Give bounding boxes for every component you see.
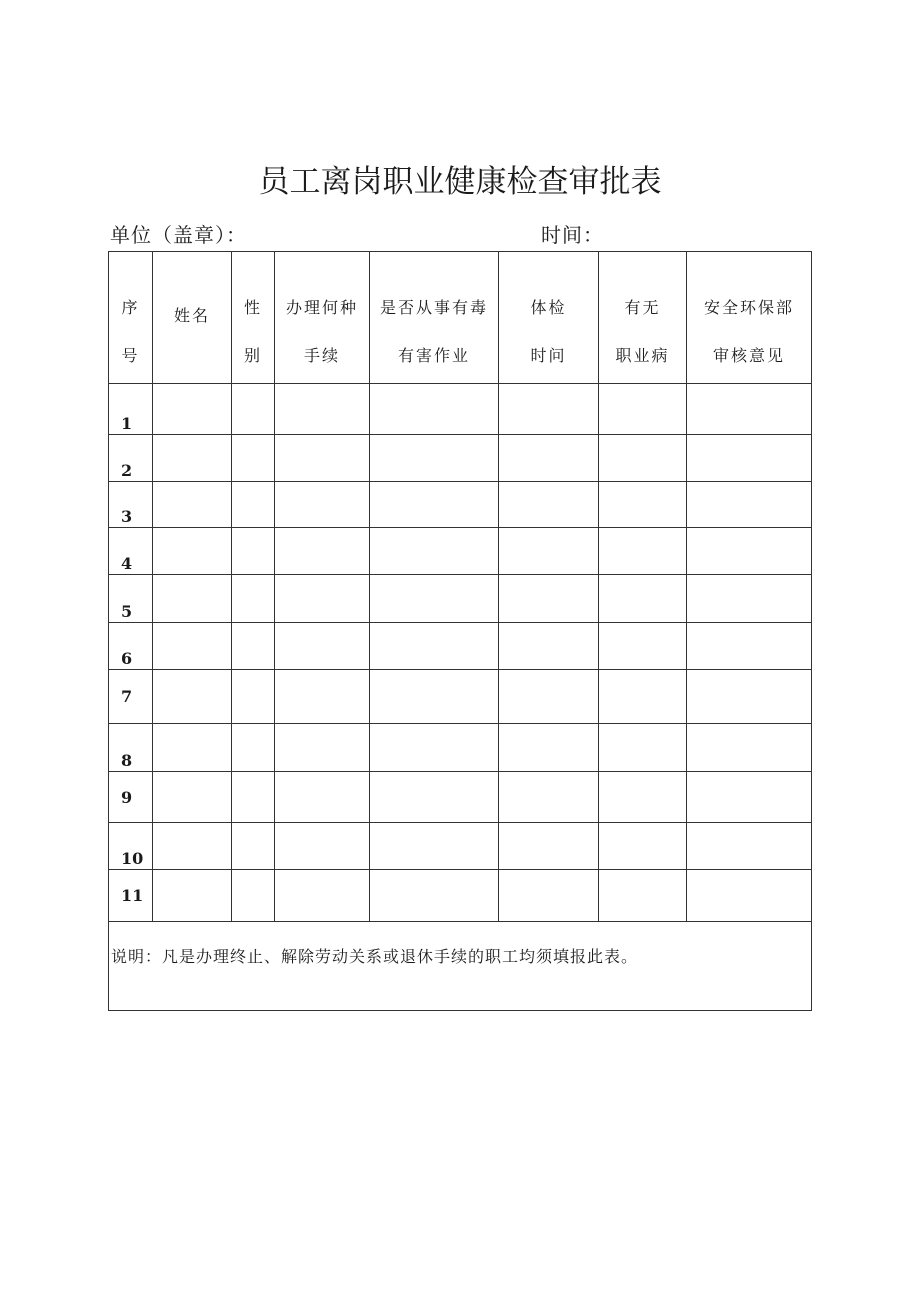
exam-time-cell[interactable]	[499, 482, 599, 528]
disease-cell[interactable]	[599, 623, 687, 670]
procedure-cell[interactable]	[275, 670, 370, 724]
disease-cell[interactable]	[599, 482, 687, 528]
review-cell[interactable]	[687, 482, 812, 528]
review-cell[interactable]	[687, 435, 812, 482]
header-toxic-line2: 有害作业	[397, 346, 470, 365]
toxic-work-cell[interactable]	[370, 575, 499, 623]
name-cell[interactable]	[153, 575, 232, 623]
exam-time-cell[interactable]	[499, 528, 599, 575]
toxic-work-cell[interactable]	[370, 823, 499, 870]
header-seq-line2: 号	[121, 346, 140, 365]
header-toxic-work	[370, 252, 499, 384]
exam-time-cell[interactable]	[499, 623, 599, 670]
procedure-cell[interactable]	[275, 482, 370, 528]
form-title: 员工离岗职业健康检查审批表	[258, 164, 662, 200]
name-cell[interactable]	[153, 870, 232, 922]
row-number: 1	[109, 384, 153, 435]
table-row	[109, 435, 812, 482]
table-row	[109, 870, 812, 922]
procedure-cell[interactable]	[275, 870, 370, 922]
row-number: 5	[109, 575, 153, 623]
header-exam-line2: 时问	[530, 346, 567, 365]
header-toxic-line1: 是否从事有毒	[379, 298, 488, 317]
review-cell[interactable]	[687, 772, 812, 823]
table-row	[109, 482, 812, 528]
name-cell[interactable]	[153, 724, 232, 772]
toxic-work-cell[interactable]	[370, 772, 499, 823]
row-number: 9	[109, 772, 153, 823]
review-cell[interactable]	[687, 724, 812, 772]
table-row	[109, 823, 812, 870]
row-number: 6	[109, 623, 153, 670]
name-cell[interactable]	[153, 623, 232, 670]
header-name-text: 姓名	[173, 306, 210, 325]
exam-time-cell[interactable]	[499, 670, 599, 724]
procedure-cell[interactable]	[275, 528, 370, 575]
disease-cell[interactable]	[599, 823, 687, 870]
name-cell[interactable]	[153, 670, 232, 724]
row-number: 3	[109, 482, 153, 528]
table-row	[109, 575, 812, 623]
header-exam-line1: 体检	[530, 298, 567, 317]
review-cell[interactable]	[687, 823, 812, 870]
gender-cell[interactable]	[232, 528, 275, 575]
header-gender-line1: 性	[243, 298, 262, 317]
note-row	[109, 922, 812, 1011]
review-cell[interactable]	[687, 623, 812, 670]
header-occupational-disease	[599, 252, 687, 384]
row-number: 7	[109, 670, 153, 724]
header-disease-line2: 职业病	[615, 346, 670, 365]
gender-cell[interactable]	[232, 724, 275, 772]
name-cell[interactable]	[153, 823, 232, 870]
header-seq	[109, 252, 153, 384]
table-row	[109, 528, 812, 575]
header-review-line2: 审核意见	[712, 346, 785, 365]
toxic-work-cell[interactable]	[370, 482, 499, 528]
header-name	[153, 252, 232, 384]
review-cell[interactable]	[687, 528, 812, 575]
header-gender	[232, 252, 275, 384]
header-procedure-line1: 办理何种	[285, 298, 358, 317]
table-row	[109, 384, 812, 435]
gender-cell[interactable]	[232, 623, 275, 670]
procedure-cell[interactable]	[275, 384, 370, 435]
header-procedure	[275, 252, 370, 384]
table-row	[109, 724, 812, 772]
table-row	[109, 670, 812, 724]
toxic-work-cell[interactable]	[370, 870, 499, 922]
review-cell[interactable]	[687, 670, 812, 724]
toxic-work-cell[interactable]	[370, 384, 499, 435]
disease-cell[interactable]	[599, 670, 687, 724]
header-row	[109, 252, 812, 384]
row-number: 4	[109, 528, 153, 575]
review-cell[interactable]	[687, 575, 812, 623]
procedure-cell[interactable]	[275, 575, 370, 623]
row-number: 2	[109, 435, 153, 482]
procedure-cell[interactable]	[275, 724, 370, 772]
header-seq-line1: 序	[121, 298, 140, 317]
disease-cell[interactable]	[599, 772, 687, 823]
disease-cell[interactable]	[599, 435, 687, 482]
exam-time-cell[interactable]	[499, 724, 599, 772]
gender-cell[interactable]	[232, 575, 275, 623]
approval-table	[108, 251, 812, 1011]
exam-time-cell[interactable]	[499, 823, 599, 870]
header-review-line1: 安全环保部	[703, 298, 794, 317]
exam-time-cell[interactable]	[499, 870, 599, 922]
procedure-cell[interactable]	[275, 435, 370, 482]
name-cell[interactable]	[153, 482, 232, 528]
procedure-cell[interactable]	[275, 823, 370, 870]
toxic-work-cell[interactable]	[370, 623, 499, 670]
name-cell[interactable]	[153, 384, 232, 435]
gender-cell[interactable]	[232, 870, 275, 922]
row-number: 11	[109, 870, 153, 922]
exam-time-cell[interactable]	[499, 575, 599, 623]
review-cell[interactable]	[687, 384, 812, 435]
name-cell[interactable]	[153, 435, 232, 482]
disease-cell[interactable]	[599, 575, 687, 623]
exam-time-cell[interactable]	[499, 772, 599, 823]
row-number: 8	[109, 724, 153, 772]
review-cell[interactable]	[687, 870, 812, 922]
unit-label: 单位（盖章）：	[110, 223, 247, 247]
time-label: 时间：	[541, 223, 604, 247]
toxic-work-cell[interactable]	[370, 528, 499, 575]
disease-cell[interactable]	[599, 528, 687, 575]
header-disease-line1: 有无	[624, 298, 661, 317]
header-procedure-line2: 手续	[303, 346, 340, 365]
gender-cell[interactable]	[232, 772, 275, 823]
header-exam-time	[499, 252, 599, 384]
disease-cell[interactable]	[599, 870, 687, 922]
name-cell[interactable]	[153, 528, 232, 575]
exam-time-cell[interactable]	[499, 435, 599, 482]
disease-cell[interactable]	[599, 384, 687, 435]
procedure-cell[interactable]	[275, 772, 370, 823]
table-row	[109, 623, 812, 670]
toxic-work-cell[interactable]	[370, 724, 499, 772]
header-review-opinion	[687, 252, 812, 384]
gender-cell[interactable]	[232, 823, 275, 870]
table-row	[109, 772, 812, 823]
exam-time-cell[interactable]	[499, 384, 599, 435]
toxic-work-cell[interactable]	[370, 670, 499, 724]
row-number: 10	[109, 823, 153, 870]
note-text: 说明：凡是办理终止、解除劳动关系或退休手续的职工均须填报此表。	[109, 922, 812, 1011]
gender-cell[interactable]	[232, 482, 275, 528]
header-gender-line2: 别	[243, 346, 262, 365]
gender-cell[interactable]	[232, 670, 275, 724]
procedure-cell[interactable]	[275, 623, 370, 670]
gender-cell[interactable]	[232, 435, 275, 482]
toxic-work-cell[interactable]	[370, 435, 499, 482]
disease-cell[interactable]	[599, 724, 687, 772]
gender-cell[interactable]	[232, 384, 275, 435]
name-cell[interactable]	[153, 772, 232, 823]
